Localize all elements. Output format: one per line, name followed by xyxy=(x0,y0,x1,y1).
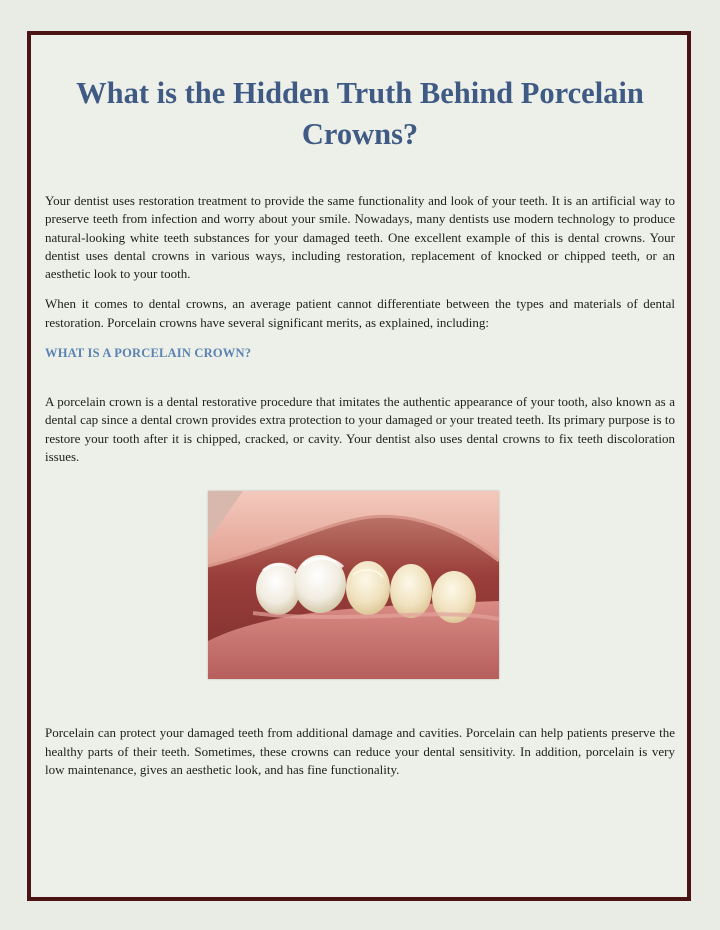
page-frame xyxy=(27,31,691,901)
benefits-paragraph: Porcelain can protect your damaged teeth from additional damage and cavities. Porcelain can help patients preserve the healthy parts of their teeth. Sometimes, these crowns can reduce your dental sensitivity. In addition, porcelain is very low maintenance, gives an aesthetic look, and has fine functionality. xyxy=(45,725,675,777)
intro-paragraph: Your dentist uses restoration treatment to provide the same functionality and look of your teeth. It is an artificial way to preserve teeth from infection and worry about your smile. Nowadays, many dentists use modern technology to produce natural-looking white teeth substances for your damaged teeth. One excellent example of this is dental crowns. Your dentist uses dental crowns in various ways, including restoration, replacement of knocked or chipped teeth, or an aesthetic look to your tooth. xyxy=(45,193,675,282)
definition-paragraph: A porcelain crown is a dental restorative procedure that imitates the authentic appearance of your tooth, also known as a dental cap since a dental crown provides extra protection to your damaged or your treated teeth. Its primary purpose is to restore your tooth after it is chipped, cracked, or cavity. Your dentist also uses dental crowns to fix teeth discoloration issues. xyxy=(45,394,675,464)
article-title: What is the Hidden Truth Behind Porcelain Crowns? xyxy=(76,76,644,151)
comparison-paragraph: When it comes to dental crowns, an average patient cannot differentiate between the types and materials of dental restoration. Porcelain crowns have several significant merits, as explained, including: xyxy=(45,296,675,330)
article-body xyxy=(45,35,675,779)
teeth-crowns-photo xyxy=(208,491,499,679)
section-heading: WHAT IS A PORCELAIN CROWN? xyxy=(45,346,252,361)
